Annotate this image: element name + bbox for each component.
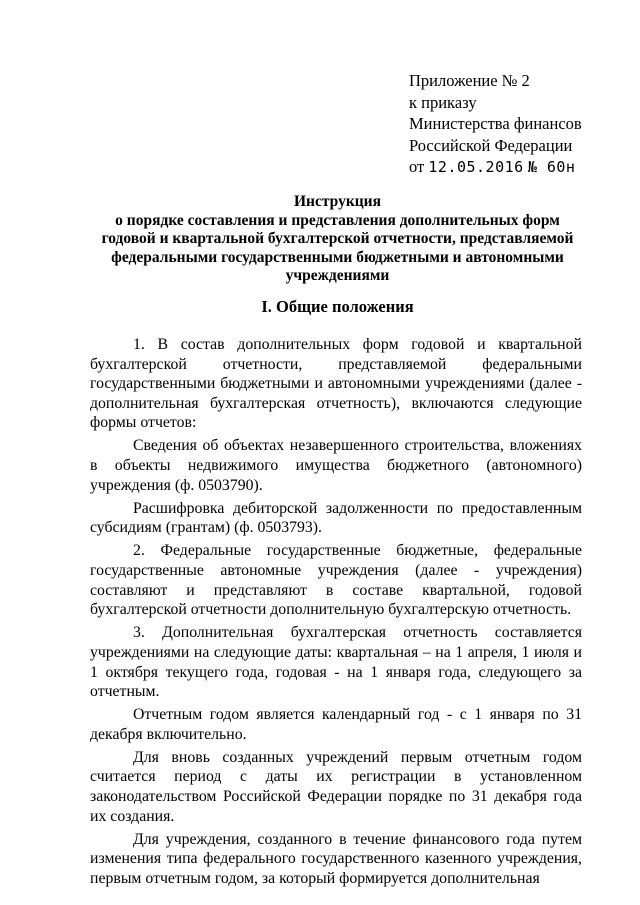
date-stamp: 12.05.2016 [428, 158, 524, 176]
document-body [90, 335, 582, 892]
appendix-order-ref: к приказу [409, 92, 477, 112]
order-number-stamp: № 60н [527, 158, 576, 176]
title-line-3: федеральными государственными бюджетными и автономными [111, 248, 564, 266]
appendix-number: Приложение № 2 [409, 71, 530, 90]
paragraph: Для учреждения, созданного в течение финансового года путем изменения типа федерального государственного казенного учреждения, первым отчетным годом, за который формируется дополнительная [90, 830, 582, 887]
title-heading: Инструкция [293, 193, 381, 210]
title-line-4: учреждениями [285, 267, 390, 284]
title-line-2: годовой и квартальной бухгалтерской отчетности, представляемой [101, 230, 574, 247]
paragraph: Отчетным годом является календарный год - с 1 января по 31 декабря включительно. [90, 706, 582, 743]
appendix-country: Российской Федерации [409, 135, 573, 155]
document-title [95, 193, 580, 286]
section-title: I. Общие положения [261, 297, 414, 316]
title-line-1: о порядке составления и представления дополнительных форм [115, 211, 560, 229]
paragraph: Для вновь созданных учреждений первым отчетным годом считается период с даты их регистрации в установленном законодательством Российской Федерации порядке по 31 декабря года их создания. [90, 748, 582, 825]
paragraph: 2. Федеральные государственные бюджетные, федеральные государственные автономные учреждения (далее - учреждения) составляют и представляют в составе квартальной, годовой бухгалтерской отчетности дополнительную бухгалтерскую отчетность. [90, 542, 582, 619]
paragraph: Сведения об объектах незавершенного строительства, вложениях в объекты недвижимого имущества бюджетного (автономного) учреждения (ф. 0503790). [90, 437, 582, 494]
appendix-block [409, 70, 582, 179]
appendix-ministry: Министерства финансов [409, 114, 582, 133]
paragraph: 3. Дополнительная бухгалтерская отчетность составляется учреждениями на следующие даты: квартальная – на 1 апреля, 1 июля и 1 октября текущего года, годовая - на 1 января года, следующего за отчетным. [90, 624, 582, 701]
paragraph: Расшифровка дебиторской задолженности по предоставленным субсидиям (грантам) (ф. 0503793). [90, 499, 582, 537]
paragraph: 1. В состав дополнительных форм годовой и квартальной бухгалтерской отчетности, представляемой федеральными государственными бюджетными и автономными учреждениями (далее - дополнительная бухгалтерская отчетность), включаются следующие формы отчетов: [90, 336, 582, 432]
date-prefix: от [409, 157, 425, 176]
appendix-date-line [409, 156, 582, 179]
